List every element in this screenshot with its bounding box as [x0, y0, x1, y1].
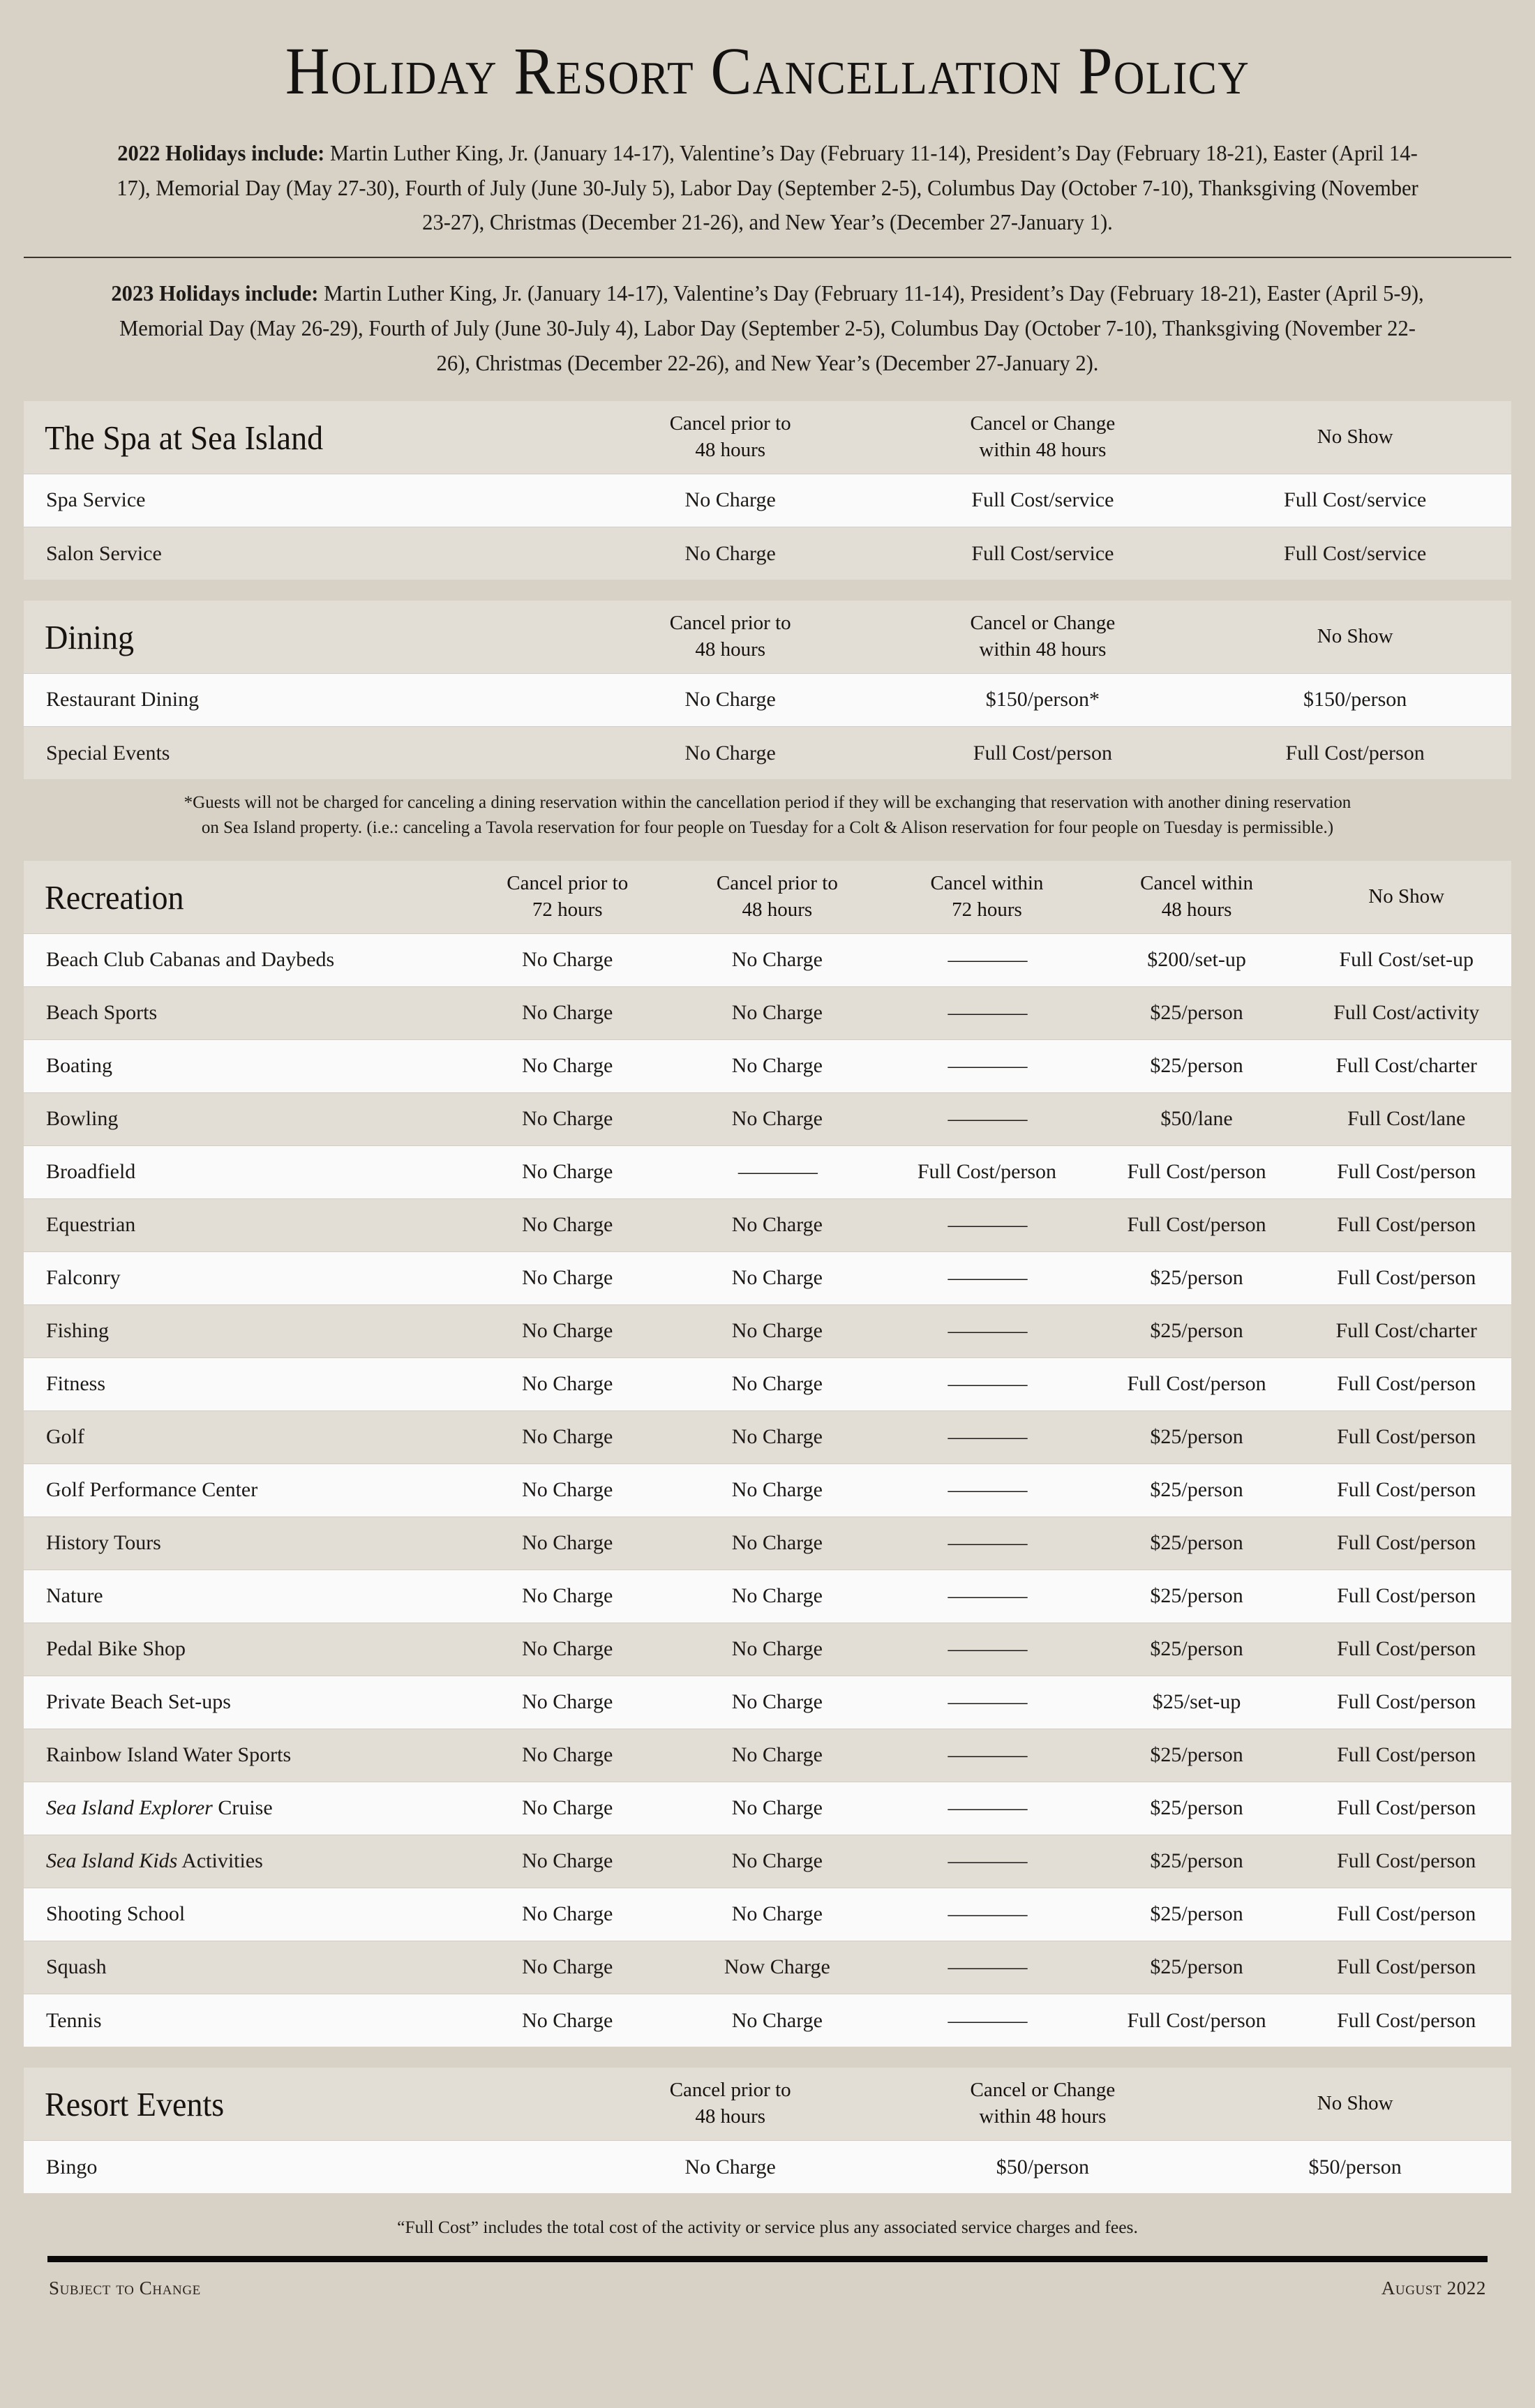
section-recreation — [24, 861, 1511, 2047]
row-cell: No Charge — [463, 1729, 673, 1782]
table-row — [24, 1410, 1511, 1463]
table-row — [24, 1357, 1511, 1410]
holiday-divider — [24, 257, 1511, 258]
row-cell: No Charge — [463, 1463, 673, 1517]
row-cell — [882, 1304, 1092, 1357]
row-cell: $25/person — [1092, 1304, 1302, 1357]
row-label: Beach Sports — [24, 986, 463, 1039]
not-applicable-dash: ———— — [948, 1319, 1026, 1343]
holiday-text-2023: Martin Luther King, Jr. (January 14-17), Valentine’s Day (February 11-14), President’s Day (February 18-21), Easter (April 5-9), Memorial Day (May 26-29), Fourth of July (June 30-July 4), Labor Day (September 2-5), Columbus Day (October 7-10), Thanksgiving (November 22-26), Christmas (December 22-26), and New Year’s (December 27-January 2). — [119, 281, 1424, 375]
not-applicable-dash: ———— — [948, 1425, 1026, 1449]
not-applicable-dash: ———— — [948, 1637, 1026, 1661]
not-applicable-dash: ———— — [948, 1690, 1026, 1714]
row-cell: No Charge — [574, 527, 887, 580]
row-cell: Full Cost/person — [1301, 1888, 1511, 1941]
not-applicable-dash: ———— — [948, 1796, 1026, 1820]
row-cell: No Charge — [673, 933, 883, 986]
row-cell: $200/set-up — [1092, 933, 1302, 986]
not-applicable-dash: ———— — [948, 1955, 1026, 1979]
row-cell: No Charge — [673, 1835, 883, 1888]
column-header-line2: 72 hours — [952, 898, 1022, 921]
not-applicable-dash: ———— — [948, 1743, 1026, 1767]
row-cell — [882, 1251, 1092, 1304]
row-label-italic-part: Sea Island Kids — [46, 1849, 178, 1873]
table-row — [24, 474, 1511, 527]
column-header-line2: 72 hours — [532, 898, 603, 921]
row-cell — [882, 1782, 1092, 1835]
row-cell — [882, 1092, 1092, 1145]
holiday-lead-2022: 2022 Holidays include: — [117, 140, 325, 165]
row-cell: $25/person — [1092, 1623, 1302, 1676]
row-cell: Full Cost/person — [887, 726, 1199, 779]
row-cell: $50/person — [887, 2140, 1199, 2193]
column-header-spa-2 — [1199, 401, 1511, 474]
row-cell: No Charge — [673, 1092, 883, 1145]
row-cell: $25/person — [1092, 1729, 1302, 1782]
row-cell: $50/lane — [1092, 1092, 1302, 1145]
row-cell: No Charge — [463, 1994, 673, 2047]
row-cell: Full Cost/person — [1301, 1676, 1511, 1729]
row-cell: Full Cost/person — [1092, 1145, 1302, 1198]
row-cell: Full Cost/person — [1301, 1410, 1511, 1463]
row-cell: $25/set-up — [1092, 1676, 1302, 1729]
row-cell: Full Cost/lane — [1301, 1092, 1511, 1145]
not-applicable-dash: ———— — [948, 2008, 1026, 2032]
row-cell: $25/person — [1092, 1517, 1302, 1570]
row-cell: Full Cost/person — [1301, 1570, 1511, 1623]
row-cell: No Charge — [673, 1994, 883, 2047]
column-header-line1: Cancel prior to — [669, 412, 791, 435]
column-header-line1: Cancel or Change — [970, 412, 1116, 435]
column-header-line2: 48 hours — [695, 2105, 766, 2128]
holidays-block — [24, 136, 1511, 381]
section-title-spa: The Spa at Sea Island — [45, 418, 324, 457]
not-applicable-dash: ———— — [948, 1849, 1026, 1873]
column-header-rec-4 — [1301, 861, 1511, 933]
column-header-line2: within 48 hours — [979, 2105, 1107, 2128]
column-header-re-0 — [574, 2068, 887, 2140]
not-applicable-dash: ———— — [948, 1478, 1026, 1502]
column-header-line1: Cancel within — [1140, 872, 1254, 895]
row-label: Fishing — [24, 1304, 463, 1357]
row-cell: No Charge — [574, 2140, 887, 2193]
row-cell: No Charge — [463, 1357, 673, 1410]
row-cell: $50/person — [1199, 2140, 1511, 2193]
row-cell: No Charge — [673, 1198, 883, 1251]
row-cell: Now Charge — [673, 1941, 883, 1994]
table-row — [24, 1517, 1511, 1570]
row-label: Nature — [24, 1570, 463, 1623]
row-cell — [882, 1888, 1092, 1941]
policy-page — [0, 33, 1535, 2408]
row-cell: No Charge — [463, 1410, 673, 1463]
row-label: Broadfield — [24, 1145, 463, 1198]
row-label: Tennis — [24, 1994, 463, 2047]
column-header-line1: No Show — [1317, 426, 1393, 449]
dining-table — [24, 601, 1511, 779]
row-label: Shooting School — [24, 1888, 463, 1941]
row-cell: No Charge — [463, 986, 673, 1039]
row-cell: Full Cost/service — [1199, 527, 1511, 580]
row-label: Pedal Bike Shop — [24, 1623, 463, 1676]
table-row — [24, 1941, 1511, 1994]
table-row — [24, 1570, 1511, 1623]
column-header-line1: Cancel prior to — [669, 612, 791, 635]
row-label: Squash — [24, 1941, 463, 1994]
table-row — [24, 1251, 1511, 1304]
footer-right-text: August 2022 — [1381, 2278, 1486, 2299]
row-cell: No Charge — [463, 1198, 673, 1251]
row-cell: No Charge — [574, 474, 887, 527]
table-header-row — [24, 601, 1511, 673]
table-row — [24, 1994, 1511, 2047]
column-header-line1: No Show — [1368, 885, 1445, 908]
table-row — [24, 1676, 1511, 1729]
holiday-paragraph-2023 — [104, 276, 1430, 380]
row-cell: Full Cost/charter — [1301, 1304, 1511, 1357]
not-applicable-dash: ———— — [948, 1902, 1026, 1926]
row-cell: Full Cost/person — [1301, 1623, 1511, 1676]
row-cell: No Charge — [673, 1039, 883, 1092]
row-label: Spa Service — [24, 474, 574, 527]
table-header-row — [24, 401, 1511, 474]
row-cell: Full Cost/person — [1301, 1198, 1511, 1251]
table-row — [24, 1623, 1511, 1676]
row-label: Falconry — [24, 1251, 463, 1304]
row-cell — [882, 1410, 1092, 1463]
holiday-paragraph-2022 — [104, 136, 1430, 240]
section-title-recreation: Recreation — [45, 878, 184, 917]
row-cell: Full Cost/set-up — [1301, 933, 1511, 986]
row-label: Bingo — [24, 2140, 574, 2193]
row-cell: No Charge — [463, 1623, 673, 1676]
not-applicable-dash: ———— — [948, 1372, 1026, 1396]
page-title: Holiday Resort Cancellation Policy — [285, 33, 1250, 108]
table-row — [24, 527, 1511, 580]
table-row — [24, 1092, 1511, 1145]
column-header-dining-2 — [1199, 601, 1511, 673]
row-cell: No Charge — [673, 1888, 883, 1941]
row-label: History Tours — [24, 1517, 463, 1570]
section-title-resort-events: Resort Events — [45, 2084, 225, 2123]
not-applicable-dash: ———— — [737, 1160, 816, 1184]
column-header-line2: 48 hours — [1161, 898, 1232, 921]
column-header-rec-1 — [673, 861, 883, 933]
page-footer — [49, 2278, 1486, 2299]
row-cell: No Charge — [673, 1623, 883, 1676]
row-label: Special Events — [24, 726, 574, 779]
row-cell: No Charge — [463, 1517, 673, 1570]
row-label: Equestrian — [24, 1198, 463, 1251]
not-applicable-dash: ———— — [948, 1107, 1026, 1131]
row-cell: Full Cost/person — [1301, 1463, 1511, 1517]
dining-footnote — [52, 790, 1483, 840]
column-header-rec-3 — [1092, 861, 1302, 933]
row-cell: $25/person — [1092, 986, 1302, 1039]
row-cell: No Charge — [673, 1782, 883, 1835]
row-label: Bowling — [24, 1092, 463, 1145]
footer-left-text: Subject to Change — [49, 2278, 201, 2299]
column-header-line1: No Show — [1317, 625, 1393, 648]
column-header-spa-0 — [574, 401, 887, 474]
row-cell: Full Cost/person — [1092, 1994, 1302, 2047]
column-header-line2: within 48 hours — [979, 638, 1107, 661]
row-label-rest: Cruise — [212, 1796, 273, 1820]
column-header-dining-1 — [887, 601, 1199, 673]
row-cell: Full Cost/person — [1301, 1251, 1511, 1304]
row-cell: $25/person — [1092, 1835, 1302, 1888]
row-cell: Full Cost/person — [1092, 1357, 1302, 1410]
column-header-line2: 48 hours — [695, 638, 766, 661]
dining-footnote-line-1: *Guests will not be charged for canceling a dining reservation within the cancellation period if they will be exchanging that reservation with another dining reservation — [184, 793, 1351, 813]
dining-footnote-line-2: on Sea Island property. (i.e.: canceling a Tavola reservation for four people on Tuesday for a Colt & Alison reservation for four people on Tuesday is permissible.) — [201, 818, 1334, 837]
table-row — [24, 1304, 1511, 1357]
table-row — [24, 1835, 1511, 1888]
column-header-line1: Cancel or Change — [970, 2079, 1116, 2102]
table-row — [24, 1782, 1511, 1835]
row-label: Beach Club Cabanas and Daybeds — [24, 933, 463, 986]
row-label: Restaurant Dining — [24, 673, 574, 726]
row-cell: Full Cost/service — [887, 474, 1199, 527]
table-row — [24, 2140, 1511, 2193]
row-cell — [882, 1463, 1092, 1517]
row-cell: No Charge — [463, 1676, 673, 1729]
recreation-table — [24, 861, 1511, 2047]
row-cell: No Charge — [463, 933, 673, 986]
row-cell: No Charge — [463, 1782, 673, 1835]
row-cell — [673, 1145, 883, 1198]
row-cell: $150/person — [1199, 673, 1511, 726]
column-header-rec-2 — [882, 861, 1092, 933]
row-cell — [882, 986, 1092, 1039]
row-cell — [882, 1676, 1092, 1729]
table-row — [24, 1198, 1511, 1251]
row-cell: No Charge — [673, 1570, 883, 1623]
column-header-line1: Cancel prior to — [507, 872, 629, 895]
not-applicable-dash: ———— — [948, 948, 1026, 972]
row-cell: Full Cost/person — [1301, 1994, 1511, 2047]
column-header-line1: No Show — [1317, 2092, 1393, 2115]
row-cell: Full Cost/person — [1301, 1782, 1511, 1835]
row-cell: No Charge — [463, 1888, 673, 1941]
not-applicable-dash: ———— — [948, 1001, 1026, 1025]
row-cell — [882, 1198, 1092, 1251]
row-cell: Full Cost/person — [1301, 1835, 1511, 1888]
not-applicable-dash: ———— — [948, 1213, 1026, 1237]
row-cell: Full Cost/person — [1199, 726, 1511, 779]
column-header-re-1 — [887, 2068, 1199, 2140]
not-applicable-dash: ———— — [948, 1584, 1026, 1608]
column-header-line1: Cancel or Change — [970, 612, 1116, 635]
table-row — [24, 1463, 1511, 1517]
section-title-dining: Dining — [45, 617, 135, 656]
footer-divider — [47, 2256, 1488, 2262]
row-cell: Full Cost/person — [882, 1145, 1092, 1198]
row-cell — [882, 1623, 1092, 1676]
row-cell: Full Cost/service — [887, 527, 1199, 580]
row-cell: Full Cost/person — [1092, 1198, 1302, 1251]
row-cell: Full Cost/person — [1301, 1517, 1511, 1570]
spa-table — [24, 401, 1511, 580]
row-cell: $25/person — [1092, 1888, 1302, 1941]
row-cell: No Charge — [673, 1357, 883, 1410]
not-applicable-dash: ———— — [948, 1054, 1026, 1078]
row-cell: No Charge — [673, 1251, 883, 1304]
holiday-text-2022: Martin Luther King, Jr. (January 14-17), Valentine’s Day (February 11-14), President’s Day (February 18-21), Easter (April 14-17), Memorial Day (May 27-30), Fourth of July (June 30-July 5), Labor Day (September 2-5), Columbus Day (October 7-10), Thanksgiving (November 23-27), Christmas (December 21-26), and New Year’s (December 27-January 1). — [117, 140, 1418, 235]
column-header-line2: 48 hours — [742, 898, 813, 921]
row-label: Salon Service — [24, 527, 574, 580]
row-cell: No Charge — [463, 1835, 673, 1888]
row-cell: No Charge — [673, 1410, 883, 1463]
row-cell: No Charge — [673, 1463, 883, 1517]
table-row — [24, 1729, 1511, 1782]
table-row — [24, 933, 1511, 986]
row-label: Golf — [24, 1410, 463, 1463]
row-cell: Full Cost/activity — [1301, 986, 1511, 1039]
row-cell: No Charge — [673, 1676, 883, 1729]
section-resort-events — [24, 2068, 1511, 2193]
row-cell: No Charge — [673, 1517, 883, 1570]
resort-events-table — [24, 2068, 1511, 2193]
row-cell: Full Cost/person — [1301, 1145, 1511, 1198]
row-cell: $25/person — [1092, 1782, 1302, 1835]
row-cell — [882, 1994, 1092, 2047]
row-label-italic-part: Sea Island Explorer — [46, 1796, 213, 1820]
row-cell: No Charge — [574, 673, 887, 726]
column-header-line1: Cancel prior to — [669, 2079, 791, 2102]
row-cell: $25/person — [1092, 1251, 1302, 1304]
row-label — [24, 1835, 463, 1888]
not-applicable-dash: ———— — [948, 1266, 1026, 1290]
column-header-line2: within 48 hours — [979, 439, 1107, 462]
row-label: Private Beach Set-ups — [24, 1676, 463, 1729]
row-cell: No Charge — [463, 1039, 673, 1092]
row-cell: Full Cost/person — [1301, 1941, 1511, 1994]
row-label — [24, 1782, 463, 1835]
row-cell: No Charge — [673, 986, 883, 1039]
full-cost-note: “Full Cost” includes the total cost of the activity or service plus any associated service charges and fees. — [397, 2217, 1138, 2238]
row-cell: No Charge — [463, 1941, 673, 1994]
row-label: Fitness — [24, 1357, 463, 1410]
row-cell — [882, 1039, 1092, 1092]
row-cell: No Charge — [463, 1304, 673, 1357]
row-cell: Full Cost/person — [1301, 1729, 1511, 1782]
table-header-row — [24, 861, 1511, 933]
section-spa — [24, 401, 1511, 580]
row-cell: $150/person* — [887, 673, 1199, 726]
column-header-re-2 — [1199, 2068, 1511, 2140]
not-applicable-dash: ———— — [948, 1531, 1026, 1555]
row-cell: No Charge — [463, 1092, 673, 1145]
holiday-lead-2023: 2023 Holidays include: — [111, 281, 319, 306]
row-cell — [882, 1517, 1092, 1570]
table-row — [24, 673, 1511, 726]
row-cell: Full Cost/person — [1301, 1357, 1511, 1410]
row-cell — [882, 1729, 1092, 1782]
row-cell: $25/person — [1092, 1941, 1302, 1994]
row-label: Boating — [24, 1039, 463, 1092]
table-row — [24, 1145, 1511, 1198]
row-cell: Full Cost/service — [1199, 474, 1511, 527]
row-cell: $25/person — [1092, 1039, 1302, 1092]
section-dining — [24, 601, 1511, 779]
table-row — [24, 1039, 1511, 1092]
row-cell: $25/person — [1092, 1463, 1302, 1517]
row-cell: No Charge — [463, 1251, 673, 1304]
table-row — [24, 1888, 1511, 1941]
row-cell — [882, 1941, 1092, 1994]
row-label-rest: Activities — [177, 1849, 263, 1873]
table-header-row — [24, 2068, 1511, 2140]
row-cell: No Charge — [673, 1729, 883, 1782]
row-cell: $25/person — [1092, 1410, 1302, 1463]
row-cell — [882, 933, 1092, 986]
column-header-line1: Cancel within — [930, 872, 1044, 895]
table-row — [24, 986, 1511, 1039]
row-cell: Full Cost/charter — [1301, 1039, 1511, 1092]
row-cell — [882, 1835, 1092, 1888]
row-cell — [882, 1357, 1092, 1410]
table-row — [24, 726, 1511, 779]
column-header-rec-0 — [463, 861, 673, 933]
row-label: Rainbow Island Water Sports — [24, 1729, 463, 1782]
column-header-line2: 48 hours — [695, 439, 766, 462]
column-header-dining-0 — [574, 601, 887, 673]
row-cell: No Charge — [574, 726, 887, 779]
row-cell: No Charge — [463, 1145, 673, 1198]
row-cell: No Charge — [463, 1570, 673, 1623]
column-header-spa-1 — [887, 401, 1199, 474]
column-header-line1: Cancel prior to — [716, 872, 838, 895]
row-label: Golf Performance Center — [24, 1463, 463, 1517]
row-cell — [882, 1570, 1092, 1623]
row-cell: No Charge — [673, 1304, 883, 1357]
row-cell: $25/person — [1092, 1570, 1302, 1623]
